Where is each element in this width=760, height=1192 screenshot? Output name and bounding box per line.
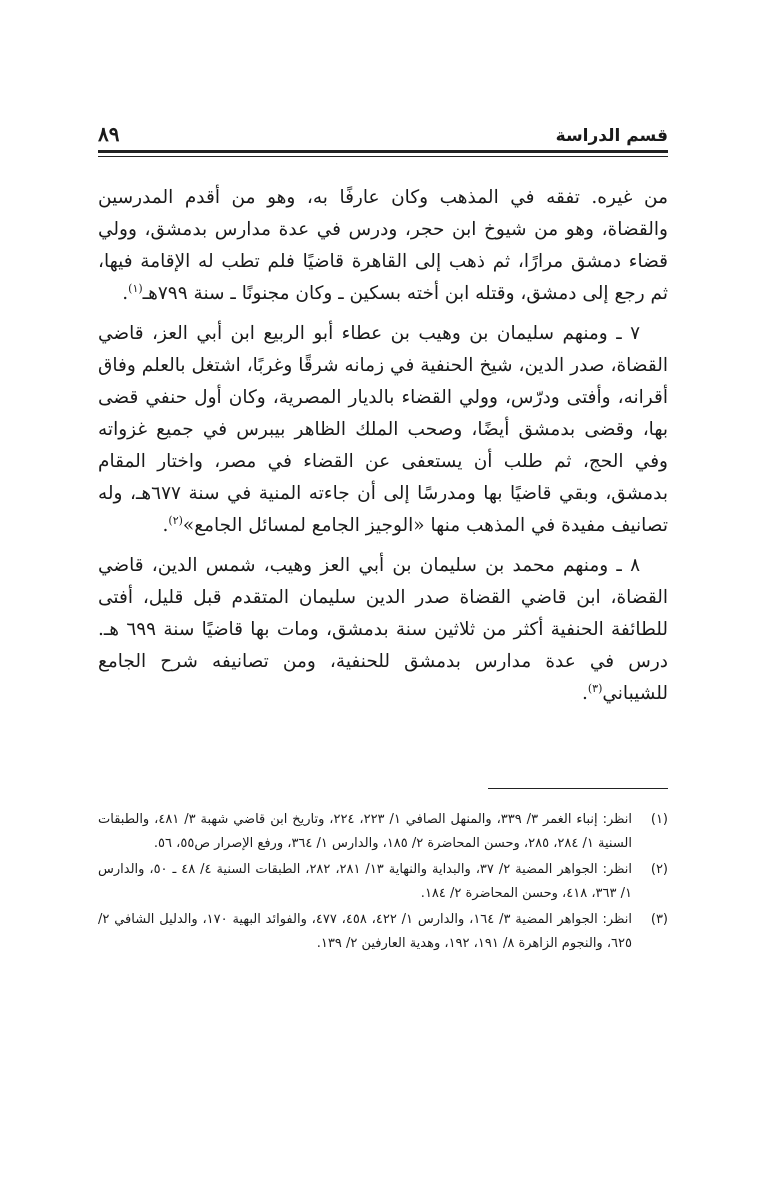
paragraph-1-text: من غيره. تفقه في المذهب وكان عارفًا به، وهو من أقدم المدرسين والقضاة، وهو من شيوخ ابن حجر، ودرس في عدة مدارس بدمشق، وولي قضاء دمشق مرارًا، ثم ذهب إلى القاهرة قاضيًا فلم تطب له الإقامة فيها، ثم رجع إلى دمشق، وقتله ابن أخته بسكين ـ وكان مجنونًا ـ سنة ٧٩٩هـ	[98, 187, 668, 304]
footnote	[98, 858, 668, 906]
page-number: ٨٩	[98, 122, 120, 146]
page-header	[98, 112, 668, 146]
footnote-number: (١)	[650, 812, 668, 827]
paragraph-2	[98, 318, 668, 542]
footnote-ref-3: (٣)	[587, 681, 603, 695]
footnote	[98, 908, 668, 956]
running-title: قسم الدراسة	[555, 126, 668, 146]
footnote-text: انظر: الجواهر المضية ٢/ ٣٧، والبداية والنهاية ١٣/ ٢٨١، ٢٨٢، الطبقات السنية ٤/ ٤٨ ـ ٥٠، والدارس ١/ ٣٦٣، ٤١٨، وحسن المحاضرة ٢/ ١٨٤.	[98, 862, 633, 901]
body-text	[98, 182, 668, 718]
header-rule-thin	[98, 156, 668, 157]
paragraph-2-text: ٧ ـ ومنهم سليمان بن وهيب بن عطاء أبو الربيع ابن أبي العز، قاضي القضاة، صدر الدين، شيخ الحنفية في زمانه شرقًا وغربًا، اشتغل بالعلم وفاق أقرانه، وأفتى ودرّس، وولي القضاء بالديار المصرية، وكان أول حنفي قضى بها، وقضى بدمشق أيضًا، وصحب الملك الظاهر بيبرس في جميع غزواته وفي الحج، ثم طلب أن يستعفى عن القضاء في مصر، واختار المقام بدمشق، وبقي قاضيًا بها ومدرسًا إلى أن جاءته المنية في سنة ٦٧٧هـ، وله تصانيف مفيدة في المذهب منها «الوجيز الجامع لمسائل الجامع»	[98, 323, 668, 536]
footnotes	[98, 808, 668, 958]
paragraph-3	[98, 550, 668, 710]
paragraph-1-end: .	[122, 283, 129, 304]
footnote-text: انظر: الجواهر المضية ٣/ ١٦٤، والدارس ١/ ٤٢٢، ٤٥٨، ٤٧٧، والفوائد البهية ١٧٠، والدليل الشافي ٢/ ٦٢٥، والنجوم الزاهرة ٨/ ١٩١، ١٩٢، وهدية العارفين ٢/ ١٣٩.	[98, 912, 632, 951]
paragraph-3-end: .	[581, 683, 588, 704]
footnote-text: انظر: إنباء الغمر ٣/ ٣٣٩، والمنهل الصافي ١/ ٢٢٣، ٢٢٤، وتاريخ ابن قاضي شهبة ٣/ ٤٨١، والطبقات السنية ١/ ٢٨٤، ٢٨٥، وحسن المحاضرة ٢/ ١٨٥، والدارس ١/ ٣٦٤، ورفع الإصرار ص٥٥، ٥٦.	[98, 812, 633, 851]
paragraph-3-text: ٨ ـ ومنهم محمد بن سليمان بن أبي العز وهيب، شمس الدين، قاضي القضاة، ابن قاضي القضاة صدر الدين سليمان المتقدم قبل قليل، أفتى للطائفة الحنفية أكثر من ثلاثين سنة بدمشق، ومات بها قاضيًا سنة ٦٩٩ هـ. درس في عدة مدارس بدمشق للحنفية، ومن تصانيفه شرح الجامع للشيباني	[98, 555, 669, 704]
footnote-number: (٣)	[650, 912, 668, 927]
footnote-number: (٢)	[650, 862, 668, 877]
paragraph-1	[98, 182, 668, 310]
footnote-ref-2: (٢)	[168, 513, 183, 527]
footnote	[98, 808, 668, 856]
header-rule-thick	[98, 150, 668, 153]
paragraph-2-end: .	[162, 515, 169, 536]
footnote-ref-1: (١)	[128, 281, 143, 295]
footnote-separator	[488, 788, 668, 789]
